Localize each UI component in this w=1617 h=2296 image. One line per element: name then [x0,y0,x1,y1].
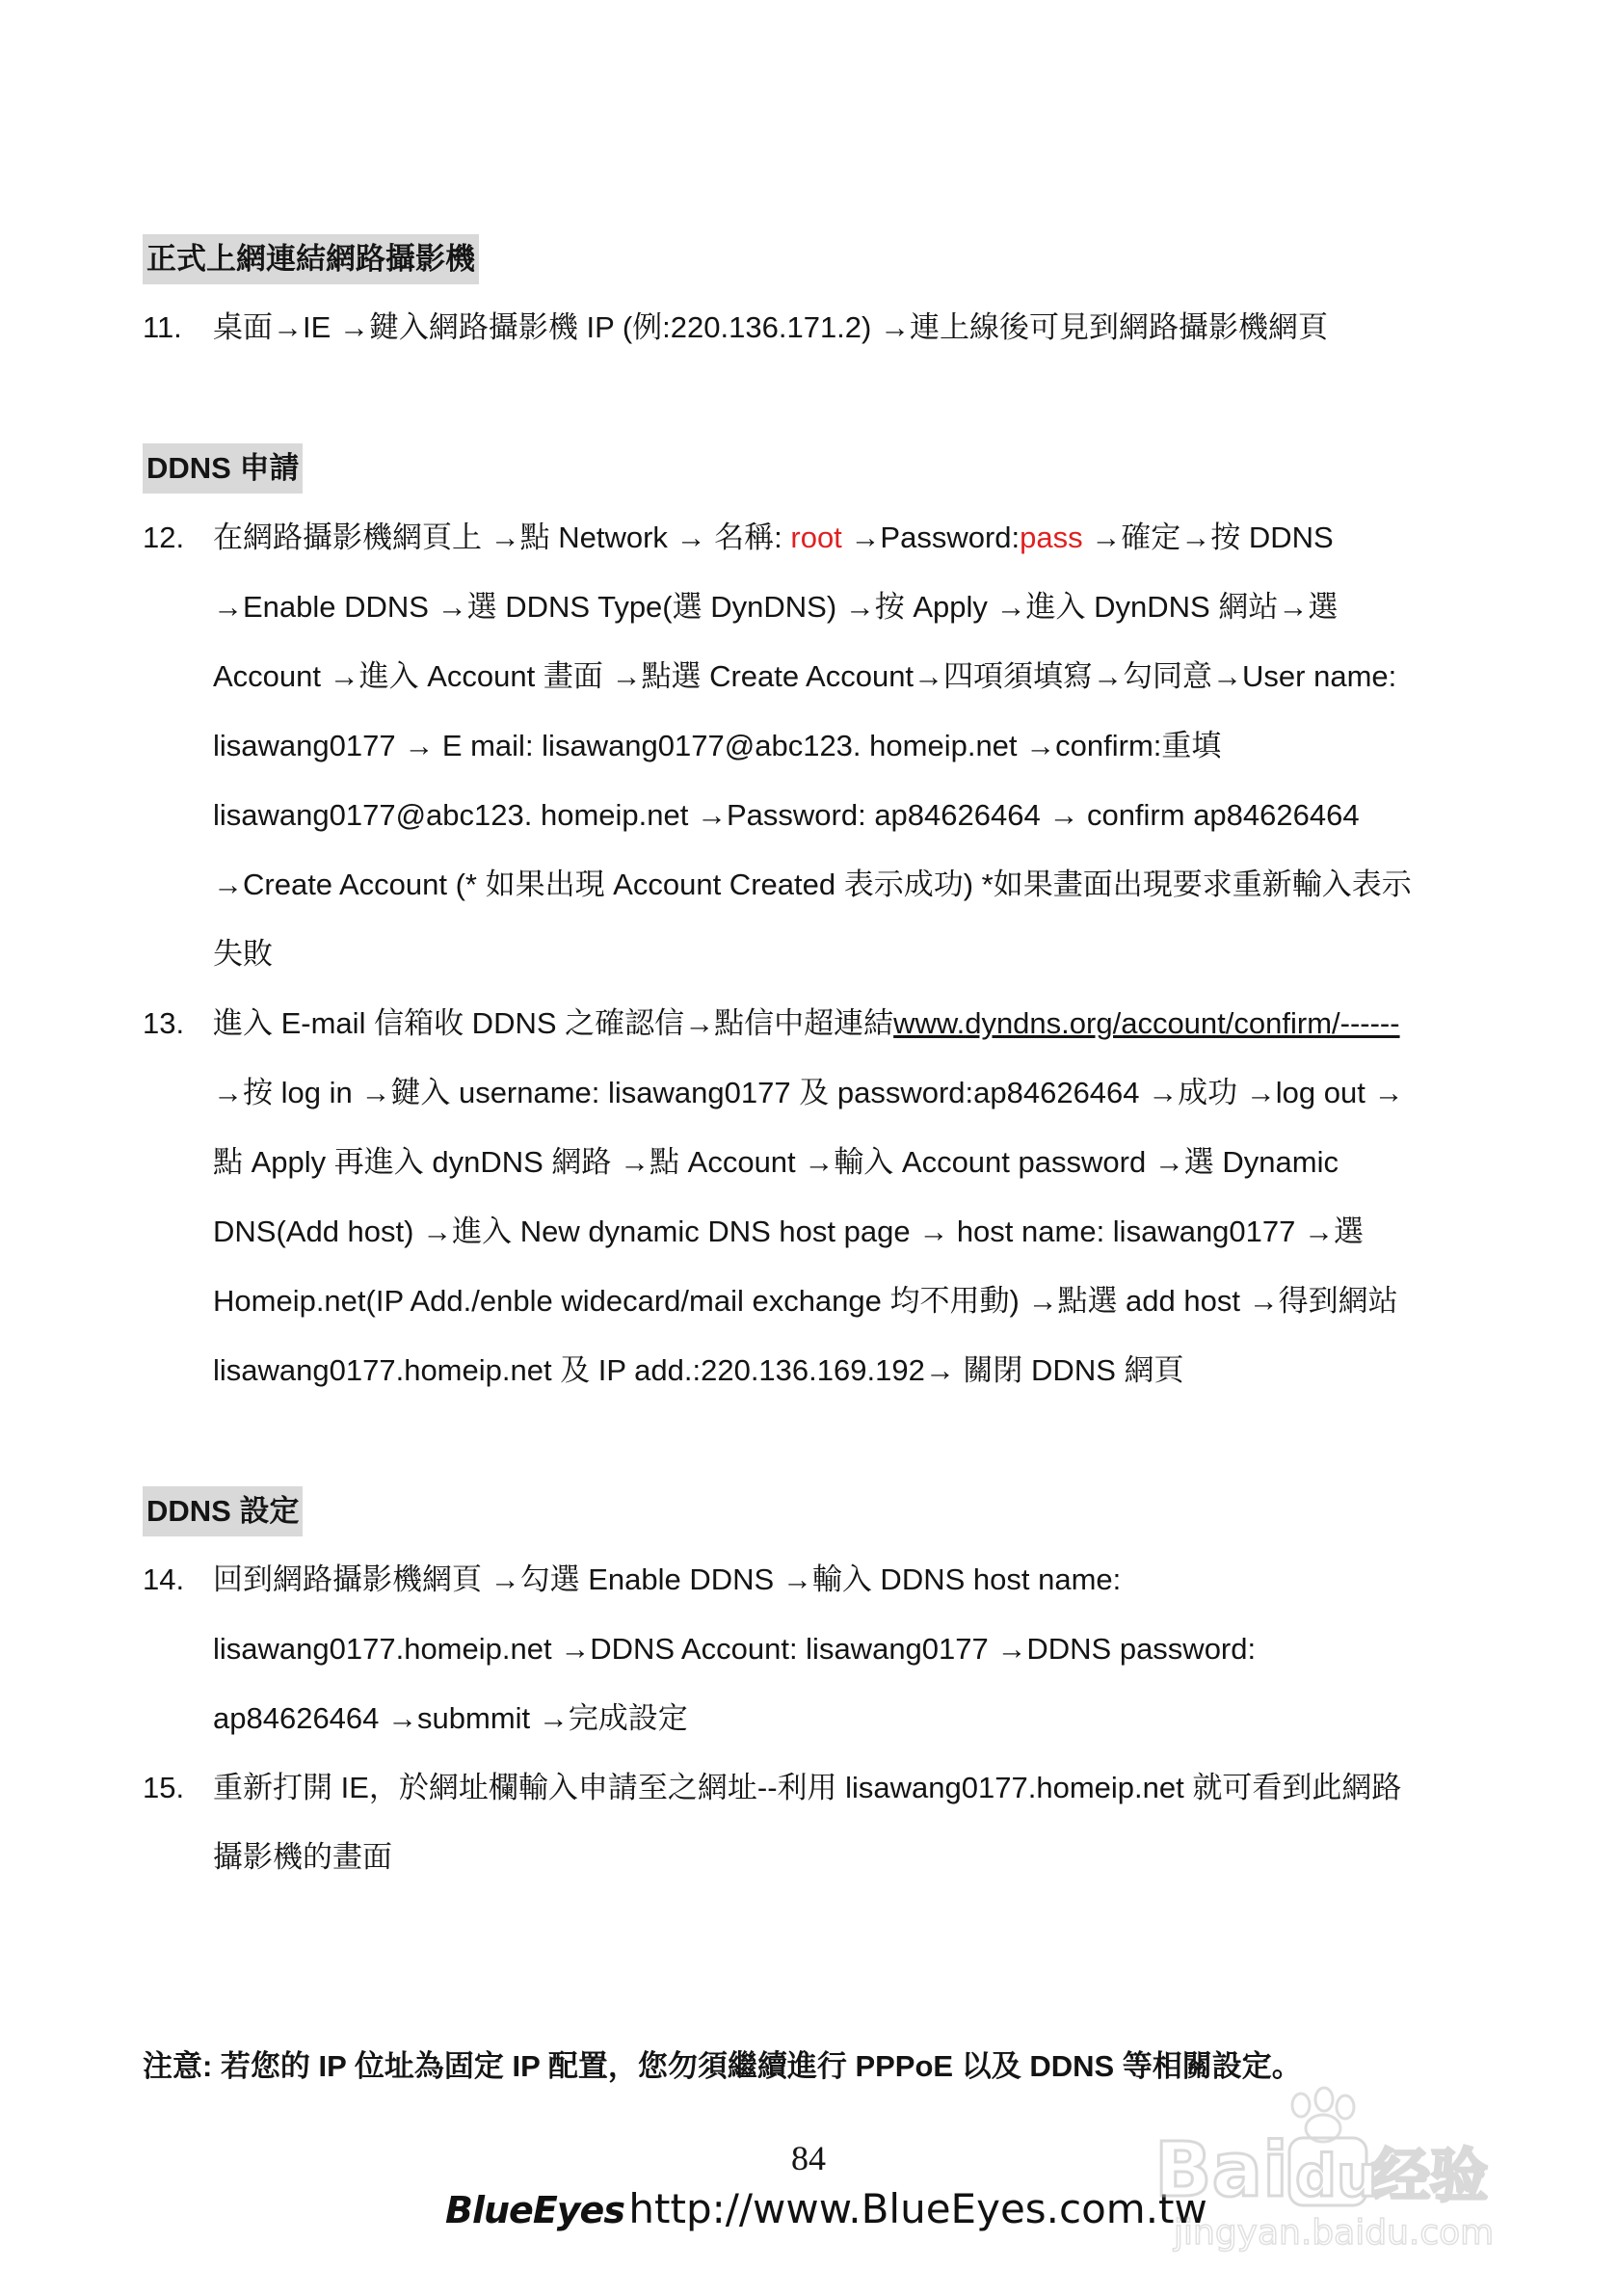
step-14-line-2: lisawang0177.homeip.net →DDNS Account: lisawang0177 →DDNS password: [213,1632,1257,1666]
section-heading-ddns-apply: DDNS 申請 [143,443,303,494]
step-12-line-5: lisawang0177@abc123. homeip.net →Password: ap84626464 → confirm ap84626464 [213,798,1360,832]
password-value-pass: pass [1020,521,1083,554]
step-11-line-1: 桌面→IE →鍵入網路攝影機 IP (例:220.136.171.2) →連上線後可見到網路攝影機網頁 [213,310,1328,344]
step-12-line-6: →Create Account (* 如果出現 Account Created 表示成功) *如果畫面出現要求重新輸入表示 [213,868,1412,901]
note-fixed-ip: 注意: 若您的 IP 位址為固定 IP 配置，您勿須繼續進行 PPPoE 以及 DDNS 等相關設定。 [143,2049,1302,2083]
step-14-line-3: ap84626464 →submmit →完成設定 [213,1701,688,1735]
step-14-line-1: 回到網路攝影機網頁 →勾選 Enable DDNS →輸入 DDNS host name: [213,1562,1122,1596]
footer-brand-logo: BlueEyes [445,2189,624,2231]
step-number-13: 13. [143,1006,185,1040]
page-number: 84 [791,2139,826,2177]
baidu-jingyan-watermark [1145,2061,1530,2254]
step-12-line-3: Account →進入 Account 畫面 →點選 Create Account→四項須填寫→勾同意→User name: [213,659,1397,693]
footer-url[interactable]: http://www.BlueEyes.com.tw [628,2185,1207,2232]
section-heading-connect-camera: 正式上網連結網路攝影機 [143,234,479,284]
watermark-url-text: jingyan.baidu.com [1174,2213,1495,2253]
step-13-line-2: →按 log in →鍵入 username: lisawang0177 及 password:ap84626464 →成功 →log out → [213,1076,1404,1109]
step-12-line-1 [213,517,1334,559]
username-value-root: root [790,521,842,554]
step-12-line-1-part-a: 在網路攝影機網頁上 →點 Network → 名稱: [213,521,791,554]
step-13-line-5: Homeip.net(IP Add./enble widecard/mail exchange 均不用動) →點選 add host →得到網站 [213,1284,1398,1318]
step-number-14: 14. [143,1562,185,1596]
step-13-line-3: 點 Apply 再進入 dynDNS 網路 →點 Account →輸入 Account password →選 Dynamic [213,1145,1339,1179]
watermark-du-text: du [1295,2143,1378,2210]
step-12-line-2: →Enable DDNS →選 DDNS Type(選 DynDNS) →按 Apply →進入 DynDNS 網站→選 [213,590,1339,624]
step-15-line-1: 重新打開 IE，於網址欄輸入申請至之網址--利用 lisawang0177.homeip.net 就可看到此網路 [213,1771,1402,1804]
step-number-11: 11. [143,310,182,344]
step-15-line-2: 攝影機的畫面 [213,1840,392,1874]
dyndns-confirm-link[interactable]: www.dyndns.org/account/confirm/------ [893,1006,1400,1040]
step-13-line-4: DNS(Add host) →進入 New dynamic DNS host page → host name: lisawang0177 →選 [213,1215,1364,1248]
step-12-line-1-part-b: →Password: [841,521,1021,554]
step-number-15: 15. [143,1771,185,1804]
section-heading-ddns-settings: DDNS 設定 [143,1486,303,1536]
step-12-line-1-part-c: →確定→按 DDNS [1082,521,1334,554]
step-13-line-1-part-a: 進入 E-mail 信箱收 DDNS 之確認信→點信中超連結 [213,1006,894,1040]
footer [445,2180,1207,2238]
watermark-jingyan-text: 经验 [1372,2143,1488,2210]
step-12-line-4: lisawang0177 → E mail: lisawang0177@abc123. homeip.net →confirm:重填 [213,729,1222,762]
step-number-12: 12. [143,521,185,554]
step-12-line-7: 失敗 [213,937,273,971]
watermark-baidu-text: Bai [1154,2127,1288,2214]
step-13-line-6: lisawang0177.homeip.net 及 IP add.:220.136.169.192→ 關閉 DDNS 網頁 [213,1353,1184,1387]
step-13-line-1 [213,1002,1400,1045]
